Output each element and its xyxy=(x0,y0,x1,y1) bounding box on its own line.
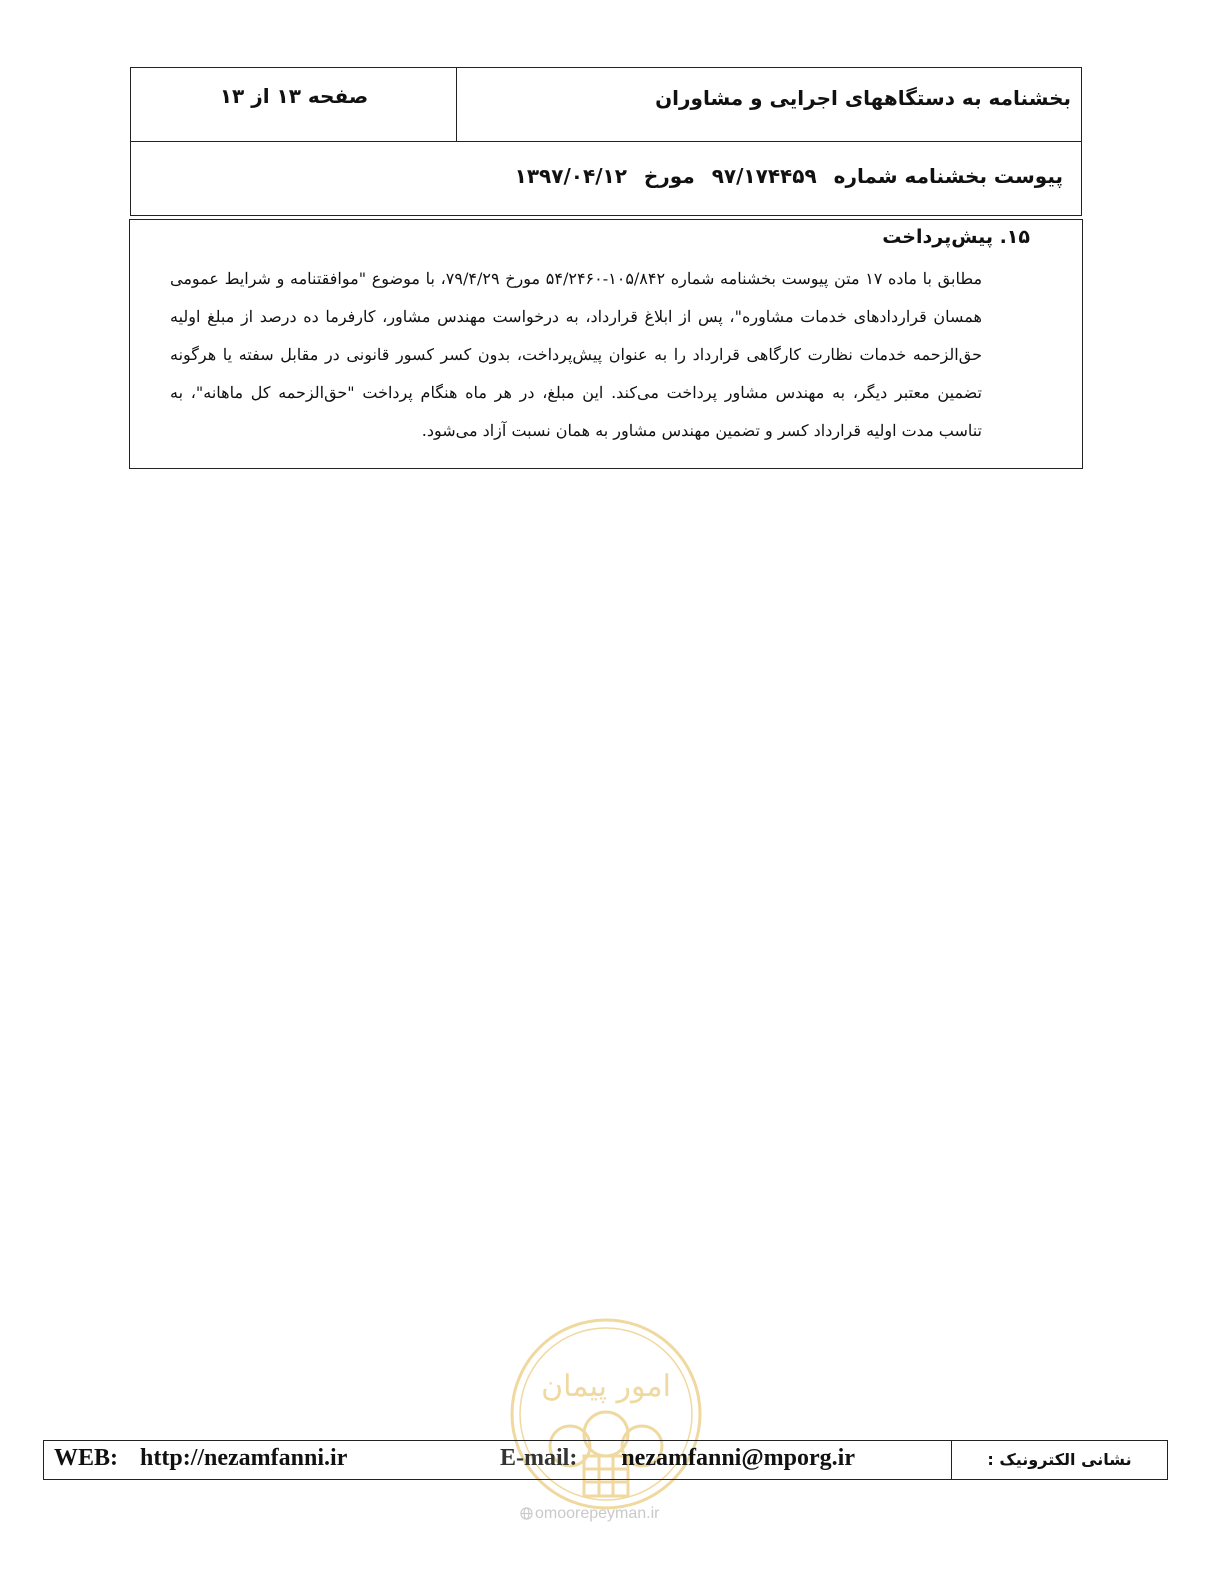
web-link[interactable]: http://nezamfanni.ir xyxy=(140,1445,348,1471)
header-table xyxy=(130,67,1082,216)
circular-number: ۹۷/۱۷۴۴۵۹ xyxy=(711,164,817,188)
web-label: WEB: xyxy=(54,1445,119,1471)
omoor-peyman-seal xyxy=(508,1316,704,1512)
header-row-top xyxy=(131,68,1081,142)
footer-email xyxy=(500,1445,855,1472)
attachment-reference xyxy=(131,142,1081,215)
footer-web xyxy=(54,1445,347,1472)
seal-text: امور پیمان xyxy=(541,1369,671,1404)
document-title: بخشنامه به دستگاههای اجرایی و مشاوران xyxy=(456,68,1081,141)
globe-icon xyxy=(520,1507,533,1520)
section-title: ۱۵. پیش‌پرداخت xyxy=(882,226,1030,248)
email-label: E-mail: xyxy=(500,1445,578,1471)
electronic-address-label: نشانی الکترونیک : xyxy=(987,1450,1132,1469)
content-box xyxy=(129,219,1083,469)
date-label: مورخ xyxy=(643,164,695,188)
watermark xyxy=(520,1505,660,1523)
watermark-url[interactable]: omoorepeyman.ir xyxy=(535,1505,660,1522)
page-number: صفحه ۱۳ از ۱۳ xyxy=(219,84,369,108)
footer-contact-table xyxy=(43,1440,1168,1480)
attachment-label: پیوست بخشنامه شماره xyxy=(833,164,1063,188)
email-link[interactable]: nezamfanni@mporg.ir xyxy=(621,1445,855,1471)
section-body: مطابق با ماده ۱۷ متن پیوست بخشنامه شماره ۱۰۵/۸۴۲-۵۴/۲۴۶۰ مورخ ۷۹/۴/۲۹، با موضوع "موافقتنامه و شرایط عمومی همسان قراردادهای خدمات مشاوره"، پس از ابلاغ قرارداد، به درخواست مهندس مشاور، کارفرما ده درصد از مبلغ اولیه حق‌الزحمه خدمات نظارت کارگاهی قرارداد را به عنوان پیش‌پرداخت، بدون کسر کسور قانونی در مقابل سفته یا هرگونه تضمین معتبر دیگر، به مهندس مشاور پرداخت می‌کند. این مبلغ، در هر ماه هنگام پرداخت "حق‌الزحمه کل ماهانه"، به تناسب مدت اولیه قرارداد کسر و تضمین مهندس مشاور به همان نسبت آزاد می‌شود. xyxy=(170,269,983,440)
circular-date: ۱۳۹۷/۰۴/۱۲ xyxy=(514,164,627,188)
